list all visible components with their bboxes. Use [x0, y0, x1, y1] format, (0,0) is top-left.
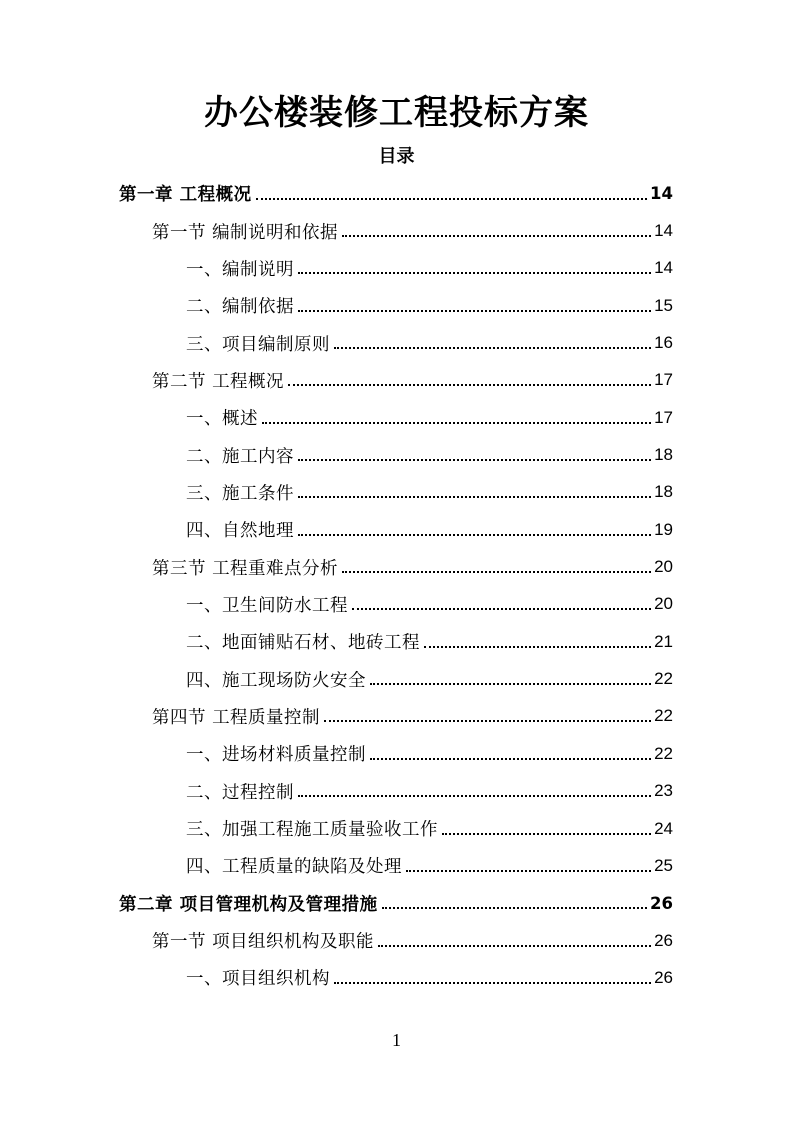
toc-entry-page: 20 [654, 557, 673, 577]
toc-entry-label: 一、项目组织机构 [186, 965, 334, 990]
toc-entry-label: 二、地面铺贴石材、地砖工程 [186, 629, 424, 654]
toc-entry-label: 第二章 项目管理机构及管理措施 [119, 891, 382, 916]
toc-entry[interactable] [0, 175, 793, 212]
toc-leader-dots [334, 982, 651, 984]
toc-entry-page: 22 [654, 669, 673, 689]
toc-entry-page: 17 [654, 407, 673, 427]
toc-entry[interactable] [0, 586, 793, 623]
toc-entry-page: 18 [654, 445, 673, 465]
toc-entry-label: 三、施工条件 [186, 480, 298, 505]
toc-entry-page: 14 [654, 221, 673, 241]
toc-entry-page: 24 [654, 818, 673, 838]
toc-leader-dots [406, 870, 651, 872]
toc-entry-label: 四、工程质量的缺陷及处理 [186, 853, 406, 878]
toc-entry-label: 第四节 工程质量控制 [152, 704, 324, 729]
toc-entry-label: 一、进场材料质量控制 [186, 741, 370, 766]
toc-entry-page: 14 [650, 184, 673, 204]
toc-leader-dots [424, 646, 651, 648]
toc-entry-page: 26 [654, 930, 673, 950]
toc-leader-dots [342, 571, 651, 573]
toc-entry[interactable] [0, 735, 793, 772]
toc-entry-label: 三、项目编制原则 [186, 331, 334, 356]
toc-leader-dots [382, 907, 647, 909]
toc-leader-dots [298, 459, 651, 461]
toc-entry-page: 18 [654, 482, 673, 502]
toc-leader-dots [262, 422, 651, 424]
toc-leader-dots [288, 384, 651, 386]
toc-leader-dots [334, 347, 651, 349]
toc-entry-page: 15 [654, 295, 673, 315]
toc-entry-page: 17 [654, 370, 673, 390]
toc-entry-label: 四、施工现场防火安全 [186, 667, 370, 692]
toc-entry[interactable] [0, 324, 793, 361]
toc-leader-dots [370, 683, 651, 685]
toc-leader-dots [352, 608, 651, 610]
toc-entry[interactable] [0, 885, 793, 922]
toc-entry-page: 20 [654, 594, 673, 614]
toc-entry[interactable] [0, 511, 793, 548]
toc-entry-label: 二、编制依据 [186, 293, 298, 318]
toc-entry-label: 三、加强工程施工质量验收工作 [186, 816, 442, 841]
toc-entry-label: 第一节 项目组织机构及职能 [152, 928, 378, 953]
toc-entry-page: 22 [654, 743, 673, 763]
toc-entry-label: 四、自然地理 [186, 517, 298, 542]
toc-entry-page: 14 [654, 258, 673, 278]
toc-entry-label: 二、施工内容 [186, 443, 298, 468]
toc-entry[interactable] [0, 212, 793, 249]
toc-entry-page: 21 [654, 631, 673, 651]
toc-leader-dots [298, 795, 651, 797]
toc-leader-dots [256, 198, 647, 200]
toc-entry-page: 22 [654, 706, 673, 726]
toc-entry-page: 26 [654, 967, 673, 987]
toc-entry-label: 一、卫生间防水工程 [186, 592, 352, 617]
toc-leader-dots [324, 720, 651, 722]
toc-entry[interactable] [0, 773, 793, 810]
toc-entry[interactable] [0, 623, 793, 660]
toc-entry[interactable] [0, 698, 793, 735]
toc-leader-dots [298, 310, 651, 312]
toc-entry[interactable] [0, 548, 793, 585]
toc-leader-dots [378, 945, 651, 947]
table-of-contents [0, 175, 793, 997]
toc-entry-label: 二、过程控制 [186, 779, 298, 804]
toc-entry[interactable] [0, 922, 793, 959]
toc-entry-page: 16 [654, 333, 673, 353]
toc-leader-dots [370, 758, 651, 760]
toc-entry[interactable] [0, 810, 793, 847]
toc-entry-label: 第三节 工程重难点分析 [152, 555, 342, 580]
document-title: 办公楼装修工程投标方案 [204, 93, 589, 133]
toc-entry[interactable] [0, 250, 793, 287]
toc-entry-page: 23 [654, 781, 673, 801]
toc-entry[interactable] [0, 362, 793, 399]
toc-heading: 目录 [378, 146, 415, 167]
toc-entry-page: 25 [654, 855, 673, 875]
toc-entry[interactable] [0, 474, 793, 511]
toc-entry[interactable] [0, 399, 793, 436]
toc-entry[interactable] [0, 660, 793, 697]
toc-leader-dots [342, 235, 651, 237]
toc-entry-page: 19 [654, 519, 673, 539]
toc-entry-page: 26 [650, 893, 673, 913]
page-number: 1 [392, 1030, 401, 1050]
toc-entry-label: 一、概述 [186, 405, 262, 430]
toc-entry-label: 第一节 编制说明和依据 [152, 219, 342, 244]
toc-entry-label: 第一章 工程概况 [119, 181, 256, 206]
toc-entry-label: 第二节 工程概况 [152, 368, 288, 393]
toc-entry-label: 一、编制说明 [186, 256, 298, 281]
toc-entry[interactable] [0, 847, 793, 884]
toc-leader-dots [298, 534, 651, 536]
toc-entry[interactable] [0, 436, 793, 473]
toc-leader-dots [298, 496, 651, 498]
toc-leader-dots [298, 272, 651, 274]
toc-leader-dots [442, 833, 651, 835]
toc-entry[interactable] [0, 287, 793, 324]
toc-entry[interactable] [0, 959, 793, 996]
